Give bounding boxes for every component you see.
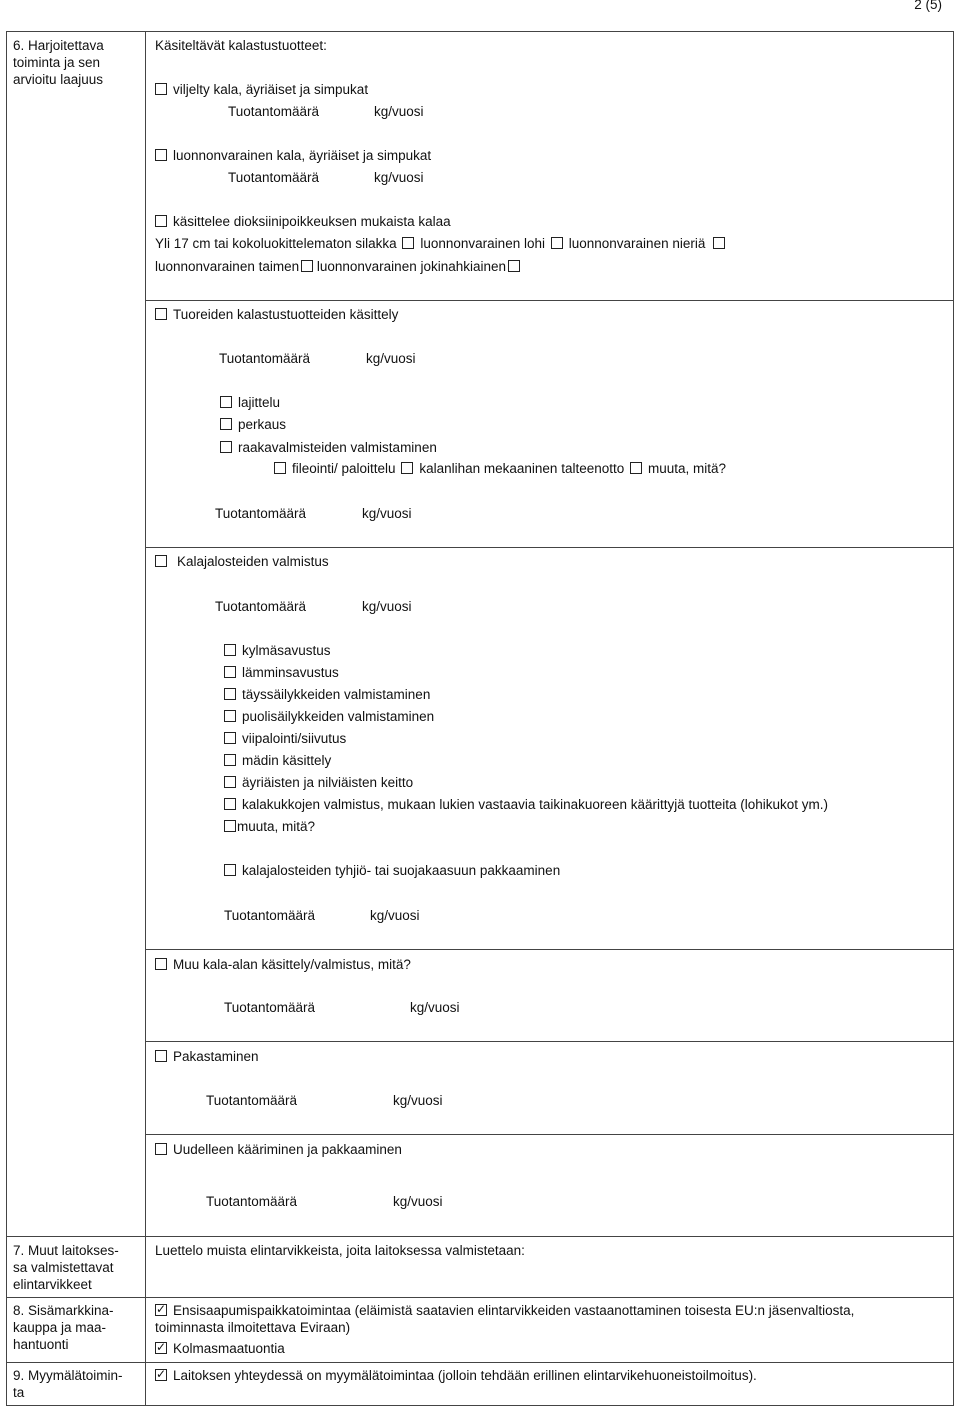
roe-checkbox[interactable]: [224, 754, 236, 766]
third-country-checkbox[interactable]: [155, 1342, 167, 1354]
dioxin-checkbox[interactable]: [155, 215, 167, 227]
misc-option: Muu kala-alan käsittely/valmistus, mitä?: [155, 957, 411, 972]
dioxin-species-line2: luonnonvarainen taimen luonnonvarainen jokinahkiainen: [155, 259, 520, 274]
dioxin-option: käsittelee dioksiinipoikkeuksen mukaista kalaa: [155, 214, 451, 229]
farmed-option: viljelty kala, äyriäiset ja simpukat: [155, 82, 368, 97]
other-foods-text: Luettelo muista elintarvikkeista, joita laitoksessa valmistetaan:: [155, 1243, 525, 1258]
misc-checkbox[interactable]: [155, 958, 167, 970]
processed-checkbox[interactable]: [155, 555, 167, 567]
table-border-right: [953, 31, 954, 1406]
raw-prep-option: raakavalmisteiden valmistaminen: [220, 440, 437, 455]
cold-smoke-option: kylmäsavustus: [224, 643, 331, 658]
full-preserve-option: täyssäilykkeiden valmistaminen: [224, 687, 430, 702]
unit-label: kg/vuosi: [393, 1194, 443, 1209]
first-arrival-checkbox[interactable]: [155, 1304, 167, 1316]
separator: [145, 949, 953, 950]
table-border-bottom: [6, 1405, 954, 1406]
third-country-option: ✓Kolmasmaatuontia: [155, 1341, 285, 1356]
unit-label: kg/vuosi: [374, 170, 424, 185]
row-separator: [6, 1297, 954, 1298]
rewrap-option: Uudelleen kääriminen ja pakkaaminen: [155, 1142, 402, 1157]
row-separator: [6, 1362, 954, 1363]
pies-checkbox[interactable]: [224, 798, 236, 810]
roe-option: mädin käsittely: [224, 753, 331, 768]
full-preserve-checkbox[interactable]: [224, 688, 236, 700]
unit-label: kg/vuosi: [362, 599, 412, 614]
slicing-checkbox[interactable]: [224, 732, 236, 744]
sorting-checkbox[interactable]: [220, 396, 232, 408]
processed-option: Kalajalosteiden valmistus: [155, 554, 329, 569]
retail-option: ✓Laitoksen yhteydessä on myymälätoimintaa (jolloin tehdään erillinen elintarvikehuoneistoilmoitus).: [155, 1368, 757, 1383]
fresh-handling-option: Tuoreiden kalastustuotteiden käsittely: [155, 307, 398, 322]
row7-label: 7. Muut laitokses- sa valmistettavat elintarvikkeet: [13, 1243, 119, 1292]
slicing-option: viipalointi/siivutus: [224, 731, 346, 746]
raw-prep-suboptions: fileointi/ paloittelu kalanlihan mekaaninen talteenotto muuta, mitä?: [274, 461, 726, 476]
quantity-label: Tuotantomäärä: [228, 104, 320, 119]
crustacean-option: äyriäisten ja nilviäisten keitto: [224, 775, 413, 790]
salmon-checkbox[interactable]: [551, 237, 563, 249]
table-border-top: [6, 31, 954, 32]
gutting-option: perkaus: [220, 417, 286, 432]
first-arrival-option: ✓Ensisaapumispaikkatoimintaa (eläimistä saatavien elintarvikkeiden vastaanottaminen toisesta EU:n jäsenvaltiosta,: [155, 1303, 854, 1318]
freezing-option: Pakastaminen: [155, 1049, 259, 1064]
hot-smoke-option: lämminsavustus: [224, 665, 339, 680]
trout-checkbox[interactable]: [301, 260, 313, 272]
semi-preserve-option: puolisäilykkeiden valmistaminen: [224, 709, 434, 724]
page-number: 2 (5): [914, 0, 942, 12]
sorting-option: lajittelu: [220, 395, 280, 410]
vacuum-option: kalajalosteiden tyhjiö- tai suojakaasuun pakkaaminen: [224, 863, 560, 878]
farmed-checkbox[interactable]: [155, 83, 167, 95]
retail-checkbox[interactable]: [155, 1369, 167, 1381]
unit-label: kg/vuosi: [393, 1093, 443, 1108]
crustacean-checkbox[interactable]: [224, 776, 236, 788]
row8-label: 8. Sisämarkkina- kauppa ja maa- hantuonti: [13, 1303, 114, 1352]
freezing-checkbox[interactable]: [155, 1050, 167, 1062]
unit-label: kg/vuosi: [370, 908, 420, 923]
quantity-label: Tuotantomäärä: [206, 1194, 298, 1209]
quantity-label: Tuotantomäärä: [224, 1000, 316, 1015]
separator: [145, 300, 953, 301]
filleting-checkbox[interactable]: [274, 462, 286, 474]
char-checkbox[interactable]: [713, 237, 725, 249]
row6-label: 6. Harjoitettava toiminta ja sen arvioitu laajuus: [13, 38, 104, 87]
pies-option: kalakukkojen valmistus, mukaan lukien vastaavia taikinakuoreen käärittyjä tuotteita (lohikukot ym.): [224, 797, 828, 812]
fresh-handling-checkbox[interactable]: [155, 308, 167, 320]
row9-label: 9. Myymälätoimin- ta: [13, 1368, 123, 1400]
other-checkbox[interactable]: [630, 462, 642, 474]
separator: [145, 1134, 953, 1135]
raw-prep-checkbox[interactable]: [220, 441, 232, 453]
unit-label: kg/vuosi: [374, 104, 424, 119]
wild-option: luonnonvarainen kala, äyriäiset ja simpukat: [155, 148, 431, 163]
gutting-checkbox[interactable]: [220, 418, 232, 430]
unit-label: kg/vuosi: [366, 351, 416, 366]
mechanical-checkbox[interactable]: [401, 462, 413, 474]
hot-smoke-checkbox[interactable]: [224, 666, 236, 678]
lamprey-checkbox[interactable]: [508, 260, 520, 272]
wild-checkbox[interactable]: [155, 149, 167, 161]
unit-label: kg/vuosi: [410, 1000, 460, 1015]
cold-smoke-checkbox[interactable]: [224, 644, 236, 656]
first-arrival-continued: toiminnasta ilmoitettava Eviraan): [155, 1320, 351, 1335]
quantity-label: Tuotantomäärä: [215, 599, 307, 614]
separator: [145, 1041, 953, 1042]
dioxin-species-line1: Yli 17 cm tai kokoluokittelematon silakka luonnonvarainen lohi luonnonvarainen nieriä: [155, 236, 731, 251]
quantity-label: Tuotantomäärä: [215, 506, 307, 521]
separator: [145, 547, 953, 548]
herring-checkbox[interactable]: [402, 237, 414, 249]
section-heading: Käsiteltävät kalastustuotteet:: [155, 38, 327, 53]
other-processing-checkbox[interactable]: [224, 820, 236, 832]
semi-preserve-checkbox[interactable]: [224, 710, 236, 722]
table-border-left: [6, 31, 7, 1406]
quantity-label: Tuotantomäärä: [219, 351, 311, 366]
quantity-label: Tuotantomäärä: [228, 170, 320, 185]
rewrap-checkbox[interactable]: [155, 1143, 167, 1155]
row-separator: [6, 1236, 954, 1237]
other-processing-option: muuta, mitä?: [224, 819, 315, 834]
quantity-label: Tuotantomäärä: [224, 908, 316, 923]
quantity-label: Tuotantomäärä: [206, 1093, 298, 1108]
unit-label: kg/vuosi: [362, 506, 412, 521]
vacuum-checkbox[interactable]: [224, 864, 236, 876]
table-column-divider: [145, 31, 146, 1406]
